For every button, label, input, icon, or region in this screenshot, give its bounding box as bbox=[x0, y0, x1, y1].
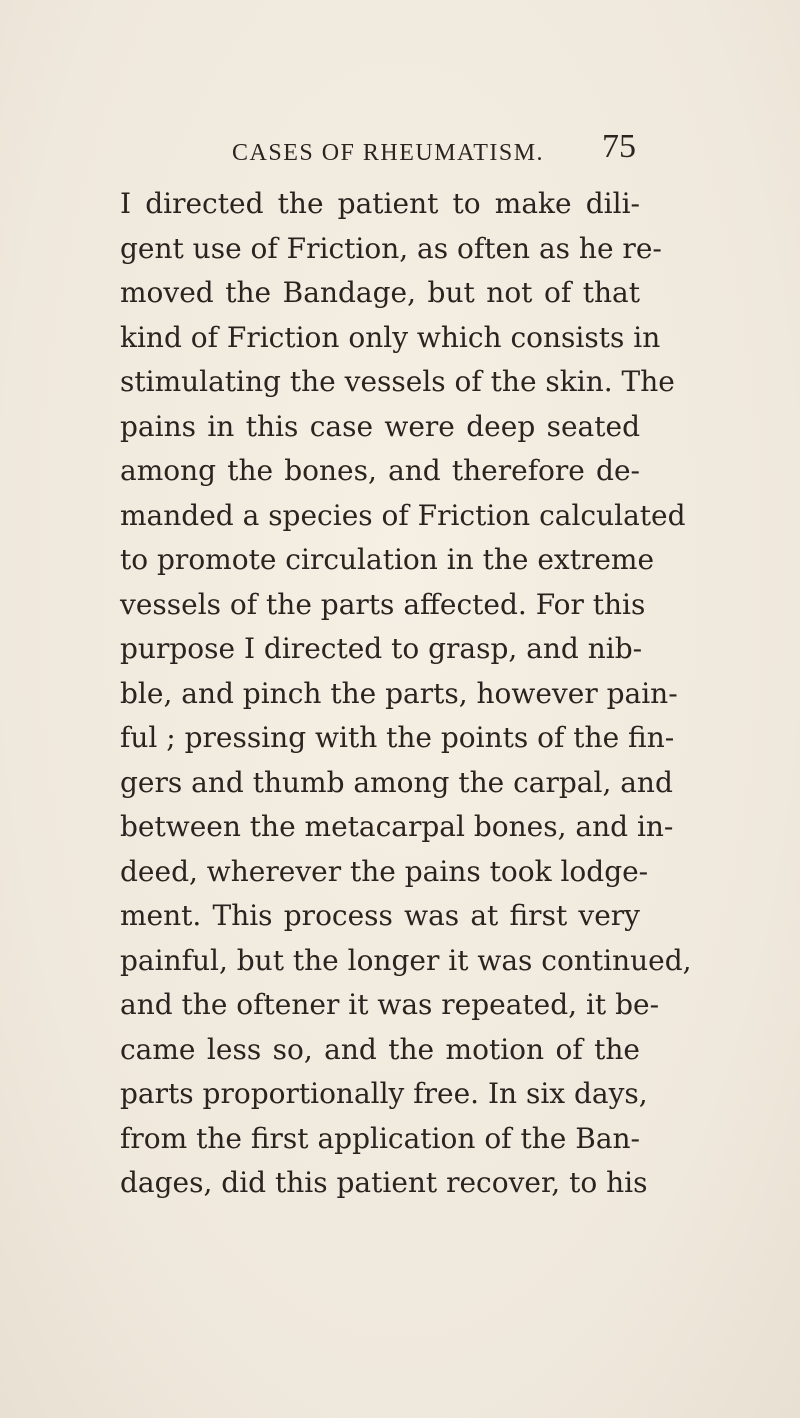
text-line: ful ; pressing with the points of the fin- bbox=[120, 721, 675, 754]
running-head: CASES OF RHEUMATISM. bbox=[232, 140, 545, 166]
text-line: kind of Friction only which consists in bbox=[120, 320, 661, 354]
text-line: among the bones, and therefore de- bbox=[120, 454, 640, 487]
text-line: painful, but the longer it was continued, bbox=[120, 943, 692, 977]
text-line: came less so, and the motion of the bbox=[120, 1032, 640, 1066]
text-line: between the metacarpal bones, and in- bbox=[120, 810, 674, 843]
text-line: gent use of Friction, as often as he re- bbox=[120, 231, 662, 265]
text-line: I directed the patient to make dili- bbox=[120, 187, 640, 220]
text-line: moved the Bandage, but not of that bbox=[120, 276, 640, 309]
text-line: ble, and pinch the parts, however pain- bbox=[120, 676, 678, 710]
text-line: stimulating the vessels of the skin. The bbox=[120, 365, 675, 398]
text-line: purpose I directed to grasp, and nib- bbox=[120, 632, 643, 665]
text-line: parts proportionally free. In six days, bbox=[120, 1077, 648, 1110]
text-line: to promote circulation in the extreme bbox=[120, 543, 655, 576]
text-line: gers and thumb among the carpal, and bbox=[120, 765, 673, 799]
text-line: and the oftener it was repeated, it be- bbox=[120, 988, 660, 1021]
text-line: pains in this case were deep seated bbox=[120, 409, 640, 443]
page-number: 75 bbox=[602, 128, 636, 165]
text-line: dages, did this patient recover, to his bbox=[120, 1166, 648, 1199]
text-line: manded a species of Friction calculated bbox=[120, 498, 686, 532]
text-line: from the first application of the Ban- bbox=[120, 1121, 640, 1155]
body-text bbox=[120, 182, 692, 1206]
text-line: ment. This process was at first very bbox=[120, 899, 640, 932]
text-line: deed, wherever the pains took lodge- bbox=[120, 854, 649, 888]
text-line: vessels of the parts affected. For this bbox=[120, 587, 646, 621]
